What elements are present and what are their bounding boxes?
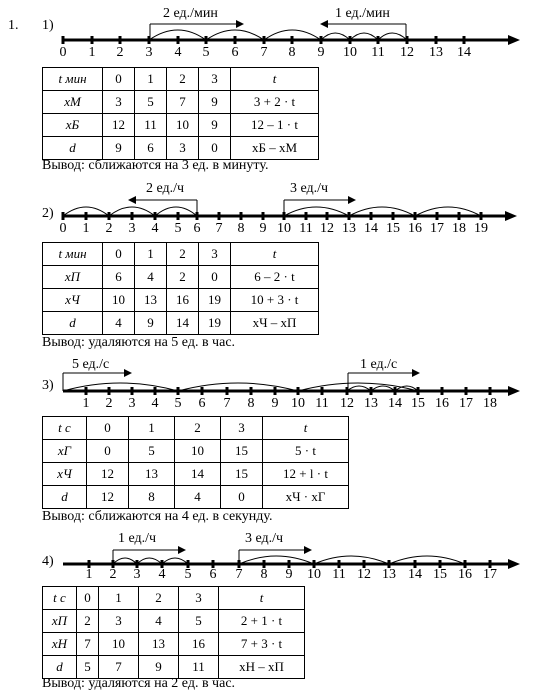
tick-label: 10 (277, 221, 291, 236)
tick-label: 2 (116, 45, 124, 60)
table-row: d 4 9 14 19 xЧ – xП (43, 312, 319, 335)
part-2-label: 2) (42, 206, 54, 221)
table-row: xП 6 4 2 0 6 – 2 · t (43, 266, 319, 289)
tick-label: 17 (483, 567, 497, 582)
table-2 (42, 242, 319, 335)
tick-label: 18 (452, 221, 466, 236)
tick-label: 5 (174, 221, 182, 236)
tick-label: 13 (429, 45, 443, 60)
table-1 (42, 67, 319, 160)
tick-label: 9 (259, 221, 267, 236)
tick-label: 4 (151, 396, 159, 411)
table-row: t с 0 1 2 3 t (43, 587, 305, 610)
tick-label: 12 (320, 221, 334, 236)
tick-label: 3 (133, 567, 141, 582)
tick-label: 7 (215, 221, 223, 236)
speed-label-4a: 1 ед./ч (118, 531, 157, 546)
tick-label: 3 (145, 45, 153, 60)
tick-label: 6 (198, 396, 206, 411)
conclusion-1: Вывод: сближаются на 3 ед. в минуту. (42, 158, 269, 173)
tick-label: 16 (458, 567, 472, 582)
conclusion-4: Вывод: удаляются на 2 ед. в час. (42, 676, 236, 691)
table-row: xМ 3 5 7 9 3 + 2 · t (43, 91, 319, 114)
tick-label: 7 (235, 567, 243, 582)
tick-label: 14 (457, 45, 471, 60)
tick-label: 2 (109, 567, 117, 582)
tick-label: 0 (59, 45, 67, 60)
tick-label: 3 (128, 221, 136, 236)
tick-label: 10 (343, 45, 357, 60)
speed-label-1b: 1 ед./мин (335, 6, 390, 21)
tick-label: 11 (315, 396, 329, 411)
tick-label: 8 (247, 396, 255, 411)
tick-label: 11 (299, 221, 313, 236)
tick-label: 18 (483, 396, 497, 411)
speed-label-2a: 2 ед./ч (146, 181, 185, 196)
tick-label: 17 (459, 396, 473, 411)
tick-label: 2 (105, 396, 113, 411)
tick-label: 0 (59, 221, 67, 236)
table-row: xЧ 10 13 16 19 10 + 3 · t (43, 289, 319, 312)
conclusion-2: Вывод: удаляются на 5 ед. в час. (42, 335, 236, 350)
tick-label: 12 (400, 45, 414, 60)
tick-label: 5 (202, 45, 210, 60)
tick-label: 6 (193, 221, 201, 236)
table-row: d 5 7 9 11 xН – xП (43, 656, 305, 679)
speed-label-2b: 3 ед./ч (290, 181, 329, 196)
tick-label: 1 (82, 396, 90, 411)
table-row: xП 2 3 4 5 2 + 1 · t (43, 610, 305, 633)
tick-label: 13 (364, 396, 378, 411)
tick-label: 17 (430, 221, 444, 236)
tick-label: 6 (231, 45, 239, 60)
task-number: 1. (8, 18, 19, 33)
tick-label: 14 (388, 396, 402, 411)
speed-label-1a: 2 ед./мин (163, 6, 218, 21)
tick-label: 1 (85, 567, 93, 582)
table-row: xЧ 12 13 14 15 12 + l · t (43, 463, 349, 486)
tick-label: 9 (285, 567, 293, 582)
tick-label: 15 (433, 567, 447, 582)
table-row: xН 7 10 13 16 7 + 3 · t (43, 633, 305, 656)
tick-label: 12 (357, 567, 371, 582)
table-4 (42, 586, 305, 679)
table-row: d 12 8 4 0 xЧ · xГ (43, 486, 349, 509)
tick-label: 6 (209, 567, 217, 582)
tick-label: 9 (317, 45, 325, 60)
tick-label: 2 (105, 221, 113, 236)
tick-label: 10 (307, 567, 321, 582)
tick-label: 15 (411, 396, 425, 411)
tick-label: 1 (88, 45, 96, 60)
tick-label: 5 (174, 396, 182, 411)
tick-label: 4 (158, 567, 166, 582)
tick-label: 7 (223, 396, 231, 411)
tick-label: 15 (386, 221, 400, 236)
part-1-label: 1) (42, 18, 54, 33)
tick-label: 11 (332, 567, 346, 582)
tick-label: 8 (237, 221, 245, 236)
tick-label: 19 (474, 221, 488, 236)
tick-label: 4 (151, 221, 159, 236)
table-row: t с 0 1 2 3 t (43, 417, 349, 440)
tick-label: 13 (382, 567, 396, 582)
tick-label: 9 (271, 396, 279, 411)
table-3 (42, 416, 349, 509)
conclusion-3: Вывод: сближаются на 4 ед. в секунду. (42, 509, 273, 524)
part-4-label: 4) (42, 554, 54, 569)
tick-label: 3 (128, 396, 136, 411)
part-3-label: 3) (42, 378, 54, 393)
tick-label: 14 (408, 567, 422, 582)
speed-label-3b: 1 ед./с (360, 357, 398, 372)
tick-label: 4 (174, 45, 182, 60)
table-row: t мин 0 1 2 3 t (43, 243, 319, 266)
tick-label: 12 (340, 396, 354, 411)
tick-label: 1 (82, 221, 90, 236)
tick-label: 14 (364, 221, 378, 236)
tick-label: 16 (435, 396, 449, 411)
tick-label: 8 (288, 45, 296, 60)
table-row: xГ 0 5 10 15 5 · t (43, 440, 349, 463)
tick-label: 7 (260, 45, 268, 60)
tick-label: 10 (291, 396, 305, 411)
tick-label: 8 (260, 567, 268, 582)
speed-label-4b: 3 ед./ч (245, 531, 284, 546)
tick-label: 16 (408, 221, 422, 236)
tick-label: 13 (342, 221, 356, 236)
tick-label: 11 (371, 45, 385, 60)
table-row: t мин 0 1 2 3 t (43, 68, 319, 91)
speed-label-3a: 5 ед./с (72, 357, 110, 372)
tick-label: 5 (184, 567, 192, 582)
table-row: xБ 12 11 10 9 12 – 1 · t (43, 114, 319, 137)
table-row: d 9 6 3 0 xБ – xМ (43, 137, 319, 160)
